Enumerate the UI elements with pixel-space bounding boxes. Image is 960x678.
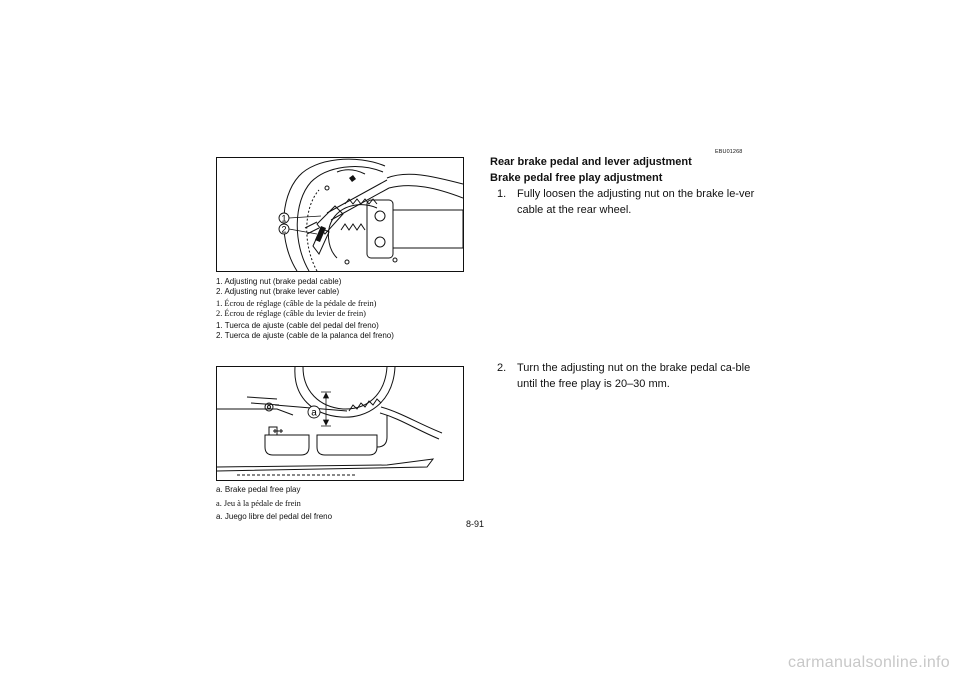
callout-2-label: 2 [281, 224, 287, 235]
step-1-number: 1. [497, 188, 507, 200]
step-1-text: Fully loosen the adjusting nut on the brake le-ver cable at the rear wheel. [517, 188, 755, 216]
brake-pedal-illustration [217, 367, 463, 480]
section-title: Rear brake pedal and lever adjustment [490, 156, 692, 168]
figure-1-captions [216, 277, 394, 341]
section-subtitle: Brake pedal free play adjustment [490, 172, 663, 184]
figure-1-rear-brake-adjusters [216, 157, 464, 272]
figure-2-brake-pedal-free-play [216, 366, 464, 481]
step-2-text: Turn the adjusting nut on the brake pedal ca-ble until the free play is 20–30 mm. [517, 362, 751, 390]
figure-2-captions [216, 485, 332, 522]
caption-es-1: 1. Tuerca de ajuste (cable del pedal del freno) [216, 321, 379, 331]
callout-a-label: a [311, 407, 317, 419]
step-1 [497, 187, 757, 218]
caption-en-2: 2. Adjusting nut (brake lever cable) [216, 286, 340, 296]
caption-en-a: a. Brake pedal free play [216, 485, 301, 494]
page-number: 8-91 [466, 519, 485, 529]
step-2 [497, 361, 757, 392]
caption-en-1: 1. Adjusting nut (brake pedal cable) [216, 277, 342, 286]
caption-fr-1: 1. Écrou de réglage (câble de la pédale de frein) [216, 299, 377, 309]
watermark: carmanualsonline.info [788, 654, 950, 671]
section-code: EBU01268 [715, 149, 743, 155]
caption-es-2: 2. Tuerca de ajuste (cable de la palanca del freno) [216, 330, 394, 340]
step-2-number: 2. [497, 362, 507, 374]
rear-wheel-brake-illustration [217, 158, 463, 271]
callout-1-label: 1 [281, 213, 287, 224]
caption-es-a: a. Juego libre del pedal del freno [216, 512, 333, 522]
caption-fr-2: 2. Écrou de réglage (câble du levier de frein) [216, 308, 366, 318]
caption-fr-a: a. Jeu à la pédale de frein [216, 498, 301, 508]
